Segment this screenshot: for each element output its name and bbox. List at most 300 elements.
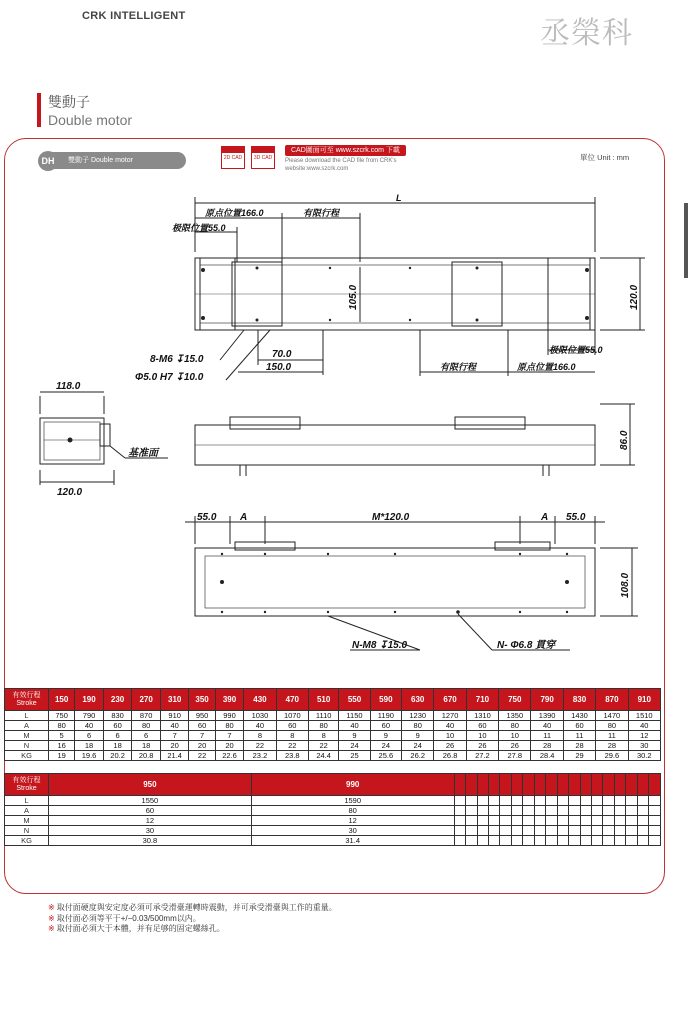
table-cell: 23.8 [276, 751, 308, 761]
row-label: N [5, 826, 49, 836]
table-cell [454, 836, 465, 846]
table-cell: 1150 [339, 711, 370, 721]
table-cell: 31.4 [251, 836, 454, 846]
table-cell [534, 806, 545, 816]
table-cell [637, 826, 648, 836]
table-cell: 21.4 [160, 751, 189, 761]
table-cell: 830 [103, 711, 132, 721]
table-cell: 1510 [628, 711, 660, 721]
note-mark: ※ [48, 924, 55, 933]
table-cell [649, 826, 661, 836]
table-cell [580, 796, 591, 806]
technical-drawing [0, 170, 688, 670]
stroke-value: 910 [628, 689, 660, 711]
table-cell [523, 806, 534, 816]
table-row [5, 816, 661, 826]
table-cell [557, 796, 568, 806]
table-cell: 20.8 [132, 751, 161, 761]
table-cell: 20 [189, 741, 215, 751]
table-cell [477, 836, 488, 846]
table-cell: 1070 [276, 711, 308, 721]
table-cell [534, 836, 545, 846]
product-code-badge: DH [38, 151, 58, 171]
cad-download-title[interactable]: CAD圖面可至 www.szcrk.com 下載 [285, 145, 406, 156]
table-cell [477, 816, 488, 826]
table-cell: 1590 [251, 796, 454, 806]
cad-3d-icon[interactable]: 3D CAD [251, 146, 275, 169]
table-cell [569, 806, 580, 816]
table-cell: 25.6 [370, 751, 401, 761]
stroke-value: 830 [563, 689, 595, 711]
note-text: 取付面硬度與安定度必須可承受滑臺運轉時震動，并可承受滑臺與工作的重量。 [56, 903, 337, 912]
table-cell: 30.8 [49, 836, 252, 846]
dim-55-left: 55.0 [197, 512, 217, 523]
table-row [5, 721, 661, 731]
stroke-value: 230 [103, 689, 132, 711]
table-cell [466, 826, 477, 836]
table-cell: 40 [160, 721, 189, 731]
note-text: 取付面必須大于本體，并有足够的固定螺絲孔。 [56, 924, 225, 933]
table-cell: 16 [49, 741, 75, 751]
stroke-value: 150 [49, 689, 75, 711]
table-cell: 28 [563, 741, 595, 751]
table-cell: 9 [370, 731, 401, 741]
dim-hole-m8: N-M8 ↧15.0 [352, 640, 408, 651]
table-row [5, 731, 661, 741]
table-cell: 25 [339, 751, 370, 761]
table-row [5, 826, 661, 836]
table-cell [649, 796, 661, 806]
table-cell [477, 796, 488, 806]
table-cell [488, 836, 499, 846]
table-cell [466, 816, 477, 826]
table-cell [626, 826, 637, 836]
table-cell: 30 [628, 741, 660, 751]
row-label: L [5, 711, 49, 721]
stroke-value [557, 774, 568, 796]
table-cell [488, 796, 499, 806]
table-row [5, 836, 661, 846]
stroke-header-en: Stroke [16, 699, 37, 707]
table-cell: 29 [563, 751, 595, 761]
stroke-value: 510 [308, 689, 338, 711]
note-item [48, 914, 337, 925]
row-label: A [5, 721, 49, 731]
table-cell: 30 [49, 826, 252, 836]
table-cell: 26 [434, 741, 466, 751]
stroke-value [603, 774, 614, 796]
stroke-value: 750 [499, 689, 531, 711]
table-cell: 10 [434, 731, 466, 741]
dim-stroke-right: 有限行程 [440, 362, 477, 372]
dim-stroke-left: 有限行程 [303, 208, 340, 218]
table-cell: 22 [189, 751, 215, 761]
stroke-table-2 [4, 773, 661, 846]
stroke-value [637, 774, 648, 796]
table-cell [592, 826, 603, 836]
stroke-header-zh: 有效行程 [12, 691, 41, 699]
table-row [5, 796, 661, 806]
table-cell: 790 [75, 711, 104, 721]
table-cell: 1430 [563, 711, 595, 721]
table-cell [523, 816, 534, 826]
notes [48, 903, 337, 935]
stroke-value: 790 [531, 689, 563, 711]
table-cell: 80 [215, 721, 244, 731]
table-cell: 750 [49, 711, 75, 721]
dim-55-right: 55.0 [566, 512, 586, 523]
table-row [5, 741, 661, 751]
stroke-value [454, 774, 465, 796]
table-cell: 1470 [596, 711, 628, 721]
table-cell: 40 [244, 721, 276, 731]
table-cell [466, 796, 477, 806]
table-cell: 10 [466, 731, 498, 741]
table-cell: 910 [160, 711, 189, 721]
cad-2d-icon[interactable]: 2D CAD [221, 146, 245, 169]
table-cell [580, 826, 591, 836]
table-cell: 7 [189, 731, 215, 741]
unit-label: 單位 Unit : mm [580, 153, 630, 162]
stroke-value [592, 774, 603, 796]
table-cell [592, 836, 603, 846]
table-cell: 40 [628, 721, 660, 731]
stroke-table-1 [4, 688, 661, 761]
table-cell: 7 [160, 731, 189, 741]
stroke-value [466, 774, 477, 796]
company-logo: 丞榮科 [540, 16, 633, 51]
table-cell: 30 [251, 826, 454, 836]
stroke-value [477, 774, 488, 796]
table-cell [466, 806, 477, 816]
table-cell: 80 [49, 721, 75, 731]
table-cell: 12 [49, 816, 252, 826]
table-cell: 80 [251, 806, 454, 816]
table-cell [546, 836, 557, 846]
table-cell: 18 [103, 741, 132, 751]
section-accent-bar [37, 93, 41, 127]
table-cell [569, 836, 580, 846]
table-cell [511, 796, 522, 806]
table-cell [649, 836, 661, 846]
table-cell: 27.8 [499, 751, 531, 761]
cad-note-line1: Please download the CAD file from CRK's [285, 158, 397, 164]
stroke-value [488, 774, 499, 796]
cad-note-line2: website:www.szcrk.com [285, 166, 349, 172]
stroke-header-label [5, 689, 49, 711]
stroke-value: 470 [276, 689, 308, 711]
stroke-value [626, 774, 637, 796]
table-cell: 6 [132, 731, 161, 741]
stroke-value [546, 774, 557, 796]
table-cell [546, 806, 557, 816]
row-label: KG [5, 751, 49, 761]
table-cell [557, 836, 568, 846]
table-cell [534, 816, 545, 826]
table-cell: 12 [251, 816, 454, 826]
table-cell: 990 [215, 711, 244, 721]
row-label: L [5, 796, 49, 806]
table-cell: 8 [308, 731, 338, 741]
stroke-value: 950 [49, 774, 252, 796]
stroke-value [649, 774, 661, 796]
stroke-value [534, 774, 545, 796]
dim-L: L [396, 193, 402, 203]
table-cell [592, 806, 603, 816]
table-cell [534, 826, 545, 836]
table-cell [637, 796, 648, 806]
table-cell: 22.6 [215, 751, 244, 761]
table-cell: 40 [75, 721, 104, 731]
stroke-header-zh: 有效行程 [12, 776, 41, 784]
table-cell [523, 826, 534, 836]
table-row [5, 806, 661, 816]
table-cell: 60 [466, 721, 498, 731]
table-cell: 28 [531, 741, 563, 751]
table-cell [626, 836, 637, 846]
table-cell [592, 796, 603, 806]
table-cell: 29.6 [596, 751, 628, 761]
stroke-value: 870 [596, 689, 628, 711]
table-cell: 40 [434, 721, 466, 731]
table-cell: 18 [132, 741, 161, 751]
table-cell [488, 826, 499, 836]
table-cell [614, 796, 625, 806]
table-cell: 1350 [499, 711, 531, 721]
table-cell [569, 796, 580, 806]
dim-120-end: 120.0 [57, 487, 83, 498]
note-item [48, 924, 337, 935]
table-cell: 1190 [370, 711, 401, 721]
table-cell [603, 826, 614, 836]
table-cell [500, 816, 511, 826]
table-cell: 80 [596, 721, 628, 731]
stroke-value [500, 774, 511, 796]
stroke-value: 550 [339, 689, 370, 711]
table-cell [488, 806, 499, 816]
table-cell: 24 [402, 741, 434, 751]
table-cell [626, 796, 637, 806]
row-label: N [5, 741, 49, 751]
brand-name: CRK INTELLIGENT [82, 10, 186, 22]
bottom-view-body [195, 548, 595, 616]
table-cell [523, 836, 534, 846]
table-cell [614, 836, 625, 846]
table-cell [603, 836, 614, 846]
stroke-value [614, 774, 625, 796]
table-cell: 9 [339, 731, 370, 741]
table-row [5, 751, 661, 761]
table-cell [500, 836, 511, 846]
table-cell: 40 [531, 721, 563, 731]
table-cell: 18 [75, 741, 104, 751]
section-title-zh: 雙動子 [48, 94, 90, 110]
dim-120-top: 120.0 [629, 284, 640, 310]
table-cell [500, 826, 511, 836]
stroke-value: 990 [251, 774, 454, 796]
stroke-value: 430 [244, 689, 276, 711]
dim-118: 118.0 [56, 381, 81, 392]
table-cell: 26 [466, 741, 498, 751]
table-cell: 6 [75, 731, 104, 741]
table-cell [511, 816, 522, 826]
dim-hole-m6: 8-M6 ↧15.0 [150, 354, 204, 365]
table-cell [454, 816, 465, 826]
table-cell [466, 836, 477, 846]
table-cell [626, 816, 637, 826]
table-cell [649, 816, 661, 826]
table-cell [569, 816, 580, 826]
table-cell [614, 826, 625, 836]
table-cell: 28.4 [531, 751, 563, 761]
table-cell: 1110 [308, 711, 338, 721]
table-cell [649, 806, 661, 816]
table-cell [454, 796, 465, 806]
stroke-value: 390 [215, 689, 244, 711]
table-cell: 11 [596, 731, 628, 741]
table-cell: 27.2 [466, 751, 498, 761]
table-cell: 1030 [244, 711, 276, 721]
table-cell [569, 826, 580, 836]
table-cell: 22 [276, 741, 308, 751]
datum-face-label: 基准面 [128, 448, 158, 459]
dim-86: 86.0 [619, 430, 630, 450]
table-cell [557, 826, 568, 836]
table-cell: 870 [132, 711, 161, 721]
table-cell: 26 [499, 741, 531, 751]
table-cell: 60 [189, 721, 215, 731]
stroke-value: 310 [160, 689, 189, 711]
dim-108: 108.0 [620, 572, 631, 598]
note-mark: ※ [48, 903, 55, 912]
table-cell: 20 [160, 741, 189, 751]
table-cell: 60 [276, 721, 308, 731]
dim-limit-55-left: 极限位置55.0 [172, 223, 226, 233]
table-cell: 24 [339, 741, 370, 751]
table-cell [580, 806, 591, 816]
table-cell: 1550 [49, 796, 252, 806]
table-cell [603, 806, 614, 816]
table-cell: 10 [499, 731, 531, 741]
dim-70: 70.0 [272, 349, 292, 360]
table-cell: 80 [132, 721, 161, 731]
table-cell [557, 806, 568, 816]
table-cell [614, 806, 625, 816]
dim-150: 150.0 [266, 362, 292, 373]
table-cell: 8 [276, 731, 308, 741]
table-cell: 24 [370, 741, 401, 751]
table-cell [477, 826, 488, 836]
stroke-value: 590 [370, 689, 401, 711]
table-cell: 60 [563, 721, 595, 731]
table-cell [546, 816, 557, 826]
table-cell [511, 806, 522, 816]
table-cell: 8 [244, 731, 276, 741]
table-cell [546, 796, 557, 806]
stroke-value [523, 774, 534, 796]
table-cell: 26.2 [402, 751, 434, 761]
stroke-value [569, 774, 580, 796]
dim-hole-h7: Φ5.0 H7 ↧10.0 [135, 372, 204, 383]
table-cell: 26.8 [434, 751, 466, 761]
row-label: KG [5, 836, 49, 846]
stroke-value: 710 [466, 689, 498, 711]
table-cell: 19.6 [75, 751, 104, 761]
table-cell: 80 [308, 721, 338, 731]
table-cell: 24.4 [308, 751, 338, 761]
table-cell: 7 [215, 731, 244, 741]
row-label: M [5, 731, 49, 741]
dim-hole-through: N- Φ6.8 貫穿 [497, 640, 556, 651]
dim-m-120: M*120.0 [372, 512, 410, 523]
table-cell [488, 816, 499, 826]
table-cell: 60 [49, 806, 252, 816]
stroke-header-en: Stroke [16, 784, 37, 792]
stroke-value [511, 774, 522, 796]
table-cell: 80 [402, 721, 434, 731]
table-row [5, 711, 661, 721]
table-cell [511, 826, 522, 836]
table-cell: 11 [531, 731, 563, 741]
table-cell: 1270 [434, 711, 466, 721]
product-name-pill [52, 152, 186, 169]
dim-limit-55-right: 极限位置55.0 [549, 345, 603, 355]
table-cell: 6 [103, 731, 132, 741]
table-cell: 80 [499, 721, 531, 731]
table-cell [534, 796, 545, 806]
dim-origin-166-right: 原点位置166.0 [517, 362, 576, 372]
table-cell [637, 816, 648, 826]
row-label: A [5, 806, 49, 816]
table-cell: 20 [215, 741, 244, 751]
table-cell [603, 796, 614, 806]
table-cell: 23.2 [244, 751, 276, 761]
table-cell [477, 806, 488, 816]
stroke-value [580, 774, 591, 796]
table-cell [500, 796, 511, 806]
table-cell: 40 [339, 721, 370, 731]
stroke-header-label [5, 774, 49, 796]
table-cell: 19 [49, 751, 75, 761]
dim-a-left: A [240, 512, 248, 523]
table-cell [580, 816, 591, 826]
table-cell [454, 826, 465, 836]
dim-105: 105.0 [348, 284, 359, 310]
table-cell [614, 816, 625, 826]
table-cell [557, 816, 568, 826]
table-cell [637, 836, 648, 846]
stroke-value: 270 [132, 689, 161, 711]
table-cell: 1390 [531, 711, 563, 721]
table-cell [511, 836, 522, 846]
note-text: 取付面必須等平于+/−0.03/500mm以内。 [56, 913, 201, 923]
table-cell [454, 806, 465, 816]
dim-origin-166-left: 原点位置166.0 [205, 208, 264, 218]
table-cell [592, 816, 603, 826]
table-cell: 22 [244, 741, 276, 751]
section-title-en: Double motor [48, 112, 133, 128]
table-cell: 30.2 [628, 751, 660, 761]
table-cell [626, 806, 637, 816]
table-cell: 950 [189, 711, 215, 721]
product-name: 雙動子 Double motor [68, 157, 133, 164]
table-cell [523, 796, 534, 806]
table-cell: 1310 [466, 711, 498, 721]
table-cell [500, 806, 511, 816]
table-cell: 28 [596, 741, 628, 751]
table-cell: 60 [103, 721, 132, 731]
table-cell [546, 826, 557, 836]
